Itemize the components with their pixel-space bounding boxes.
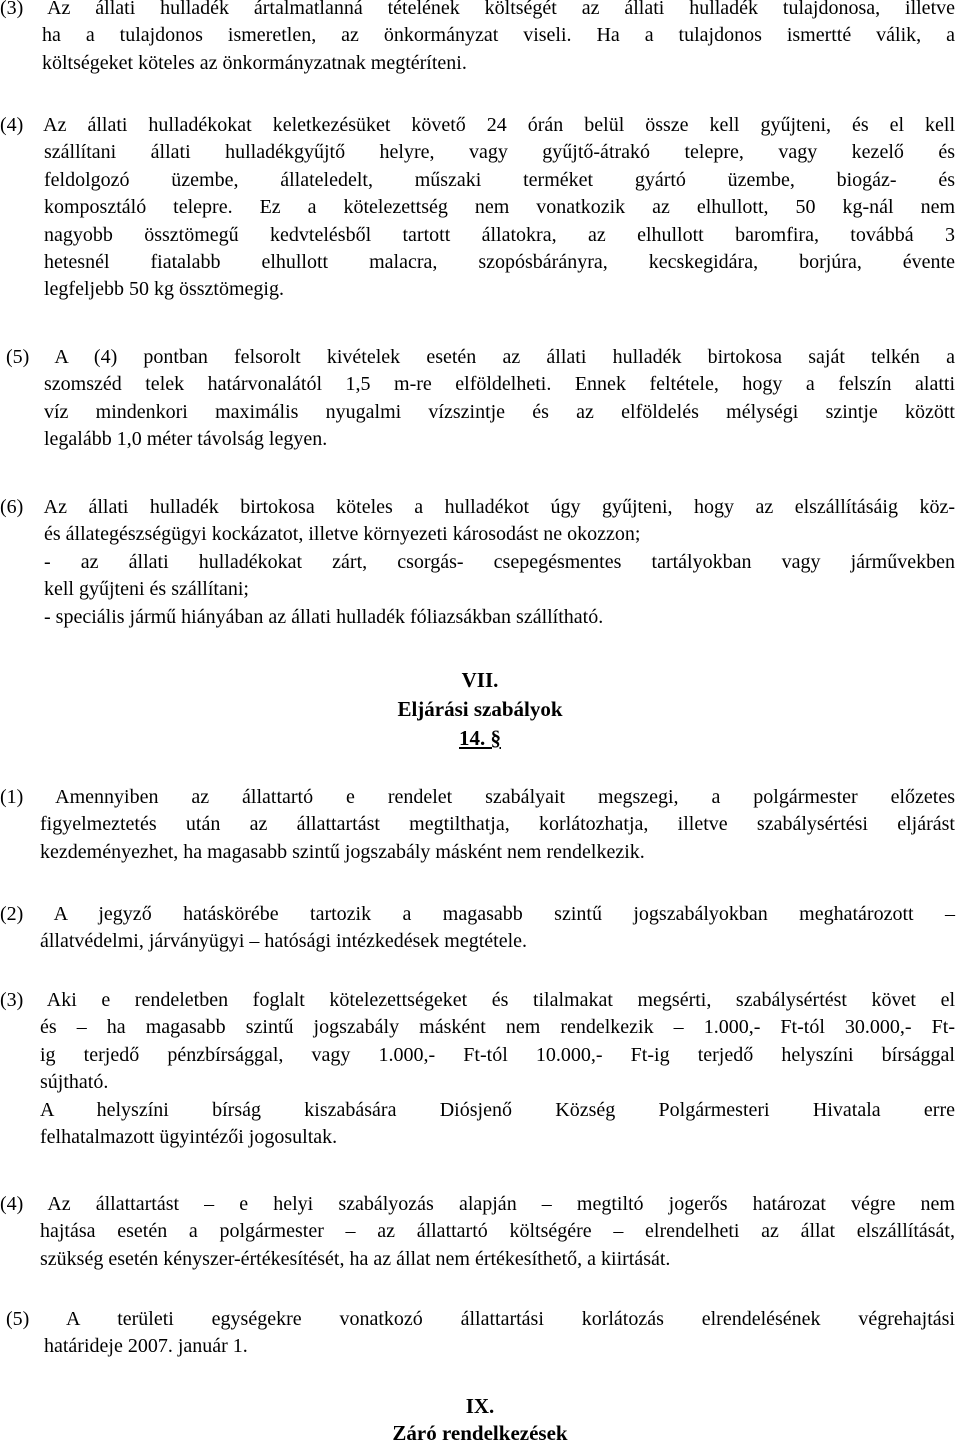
text-line: (5) A (4) pontban felsorolt kivételek esetén az állati hulladék birtokosa saját telkén a	[6, 346, 955, 368]
text-line: hajtása esetén a polgármester – az állattartó költségére – elrendelheti az állat elszállítását,	[40, 1220, 955, 1243]
paragraph-14-5	[6, 1306, 955, 1361]
text-line: nagyobb össztömegű kedvtelésből tartott állatokra, az elhullott baromfira, továbbá 3	[44, 223, 955, 246]
text-line: szomszéd telek határvonalától 1,5 m-re elföldelheti. Ennek feltétele, hogy a felszín alatti	[44, 373, 955, 396]
text-line: sújtható.	[40, 1071, 109, 1094]
chapter-title: Eljárási szabályok	[397, 697, 563, 721]
text-line: (6) Az állati hulladék birtokosa köteles a hulladékot úgy gyűjteni, hogy az elszállításáig köz-	[0, 496, 955, 518]
text-line: állatvédelmi, járványügyi – hatósági intézkedések megtétele.	[40, 930, 528, 953]
paragraph-6-4	[0, 112, 955, 304]
text-line: (1) Amennyiben az állattartó e rendelet szabályait megszegi, a polgármester előzetes	[0, 786, 955, 808]
text-line: hetesnél fiatalabb elhullott malacra, szopósbárányra, kecskegidára, borjúra, évente	[44, 251, 955, 274]
text-line: szükség esetén kényszer-értékesítését, ha az állat nem értékesíthető, a kiirtását.	[40, 1247, 671, 1270]
text-line: kell gyűjteni és szállítani;	[44, 578, 249, 601]
text-line: legfeljebb 50 kg össztömegig.	[44, 278, 284, 301]
text-line: legalább 1,0 méter távolság legyen.	[44, 428, 328, 451]
text-line: költségeket köteles az önkormányzatnak megtéríteni.	[42, 51, 467, 74]
paragraph-14-1	[0, 784, 955, 866]
text-line: felhatalmazott ügyintézői jogosultak.	[40, 1126, 338, 1149]
paragraph-14-3	[0, 987, 955, 1151]
chapter-numeral: VII.	[461, 668, 499, 692]
text-line: (3) Az állati hulladék ártalmatlanná tételének költségét az állati hulladék tulajdonosa, illetve	[0, 0, 955, 19]
text-line: (3) Aki e rendeletben foglalt kötelezettségeket és tilalmakat megsérti, szabálysértést követ el	[0, 989, 955, 1011]
text-line: komposztáló telepre. Ez a kötelezettség nem vonatkozik az elhullott, 50 kg-nál nem	[44, 196, 955, 219]
text-line: A helyszíni bírság kiszabására Diósjenő Község Polgármesteri Hivatala erre	[40, 1098, 955, 1121]
text-line: határideje 2007. január 1.	[44, 1335, 248, 1358]
chapter-numeral: IX.	[465, 1394, 495, 1418]
text-line: (4) Az állati hulladékokat keletkezésüket követő 24 órán belül össze kell gyűjteni, és el kell	[0, 114, 955, 136]
text-line: szállítani állati hulladékgyűjtő helyre, vagy gyűjtő-átrakó telepre, vagy kezelő és	[44, 141, 955, 164]
paragraph-14-4	[0, 1191, 955, 1273]
text-line: ha a tulajdonos ismeretlen, az önkormányzat viseli. Ha a tulajdonos ismertté válik, a	[42, 24, 955, 47]
paragraph-6-5	[6, 344, 955, 454]
section-number: 14. §	[459, 726, 501, 750]
paragraph-14-2	[0, 901, 955, 956]
paragraph-6-3	[0, 0, 955, 77]
paragraph-6-6	[0, 494, 955, 631]
text-line: - az állati hulladékokat zárt, csorgás- csepegésmentes tartályokban vagy járművekben	[44, 550, 955, 573]
chapter-title: Záró rendelkezések	[392, 1421, 568, 1445]
text-line: ig terjedő pénzbírsággal, vagy 1.000,- Ft-tól 10.000,- Ft-ig terjedő helyszíni bírsággal	[40, 1043, 955, 1066]
text-line: és – ha magasabb szintű jogszabály másként nem rendelkezik – 1.000,- Ft-tól 30.000,- Ft-	[40, 1016, 955, 1039]
text-line: (4) Az állattartást – e helyi szabályozás alapján – megtiltó jogerős határozat végre nem	[0, 1193, 955, 1215]
text-line: (2) A jegyző hatáskörébe tartozik a magasabb szintű jogszabályokban meghatározott –	[0, 903, 955, 925]
text-line: és állategészségügyi kockázatot, illetve környezeti károsodást ne okozzon;	[44, 523, 641, 546]
text-line: - speciális jármű hiányában az állati hulladék fóliazsákban szállítható.	[44, 605, 604, 628]
text-line: víz mindenkori maximális nyugalmi vízszintje és az elföldelés mélységi szintje között	[44, 400, 955, 423]
text-line: figyelmeztetés után az állattartást megtilthatja, korlátozhatja, illetve szabálysértési eljárást	[40, 813, 955, 836]
text-line: feldolgozó üzembe, állateledelt, műszaki terméket gyártó üzembe, biogáz- és	[44, 168, 955, 191]
text-line: kezdeményezhet, ha magasabb szintű jogszabály másként nem rendelkezik.	[40, 840, 645, 863]
text-line: (5) A területi egységekre vonatkozó állattartási korlátozás elrendelésének végrehajtási	[6, 1308, 955, 1330]
